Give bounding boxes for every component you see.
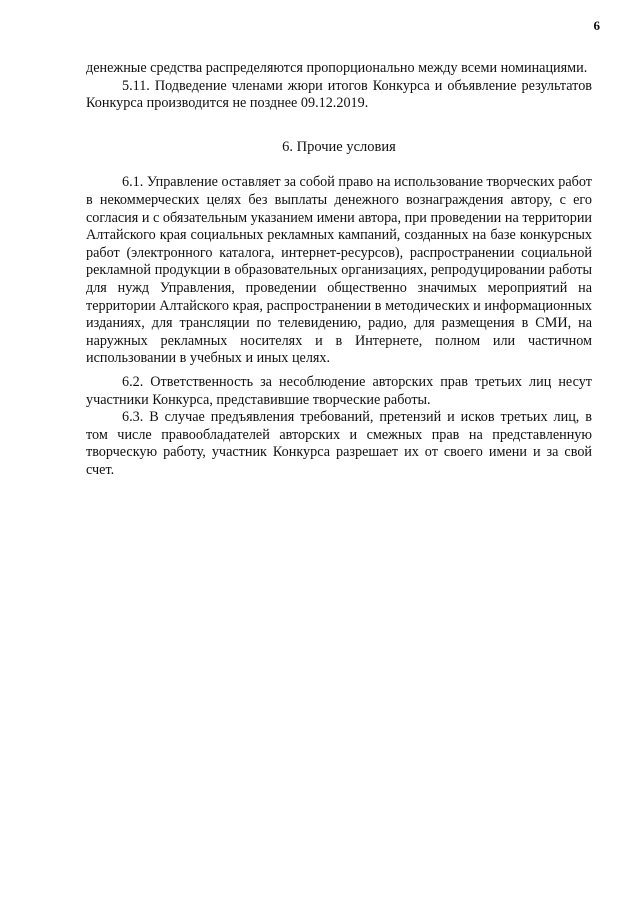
page-number: 6 (593, 18, 600, 33)
document-body (86, 60, 592, 479)
section-title: 6. Прочие условия (282, 138, 396, 155)
paragraph-6-2: 6.2. Ответственность за несоблюдение авторских прав третьих лиц несут участники Конкурса, представившие творческие работы. (86, 373, 592, 408)
paragraph-6-3: 6.3. В случае предъявления требований, претензий и исков третьих лиц, в том числе правообладателей авторских и смежных прав на представленную творческую работу, участник Конкурса разрешает их от своего имени и за свой счет. (86, 409, 592, 478)
paragraph-continuation: денежные средства распределяются пропорционально между всеми номинациями. (86, 60, 588, 76)
paragraph-6-1: 6.1. Управление оставляет за собой право на использование творческих работ в некоммерческих целях без выплаты денежного вознаграждения автору, с его согласия и с обязательным указанием имени автора, при проведении на территории Алтайского края социальных рекламных кампаний, созданных на базе конкурсных работ (электронного каталога, интернет-ресурсов), распространении социальной рекламной продукции в образовательных организациях, репродуцировании работы для нужд Управления, проведении общественно значимых мероприятий на территории Алтайского края, распространении в методических и информационных изданиях, для трансляции по телевидению, радио, для размещения в СМИ, на наружных рекламных носителях и в Интернете, полном или частичном использовании в учебных и иных целях. (86, 174, 593, 367)
paragraph-5-11: 5.11. Подведение членами жюри итогов Конкурса и объявление результатов Конкурса производится не позднее 09.12.2019. (86, 77, 592, 112)
